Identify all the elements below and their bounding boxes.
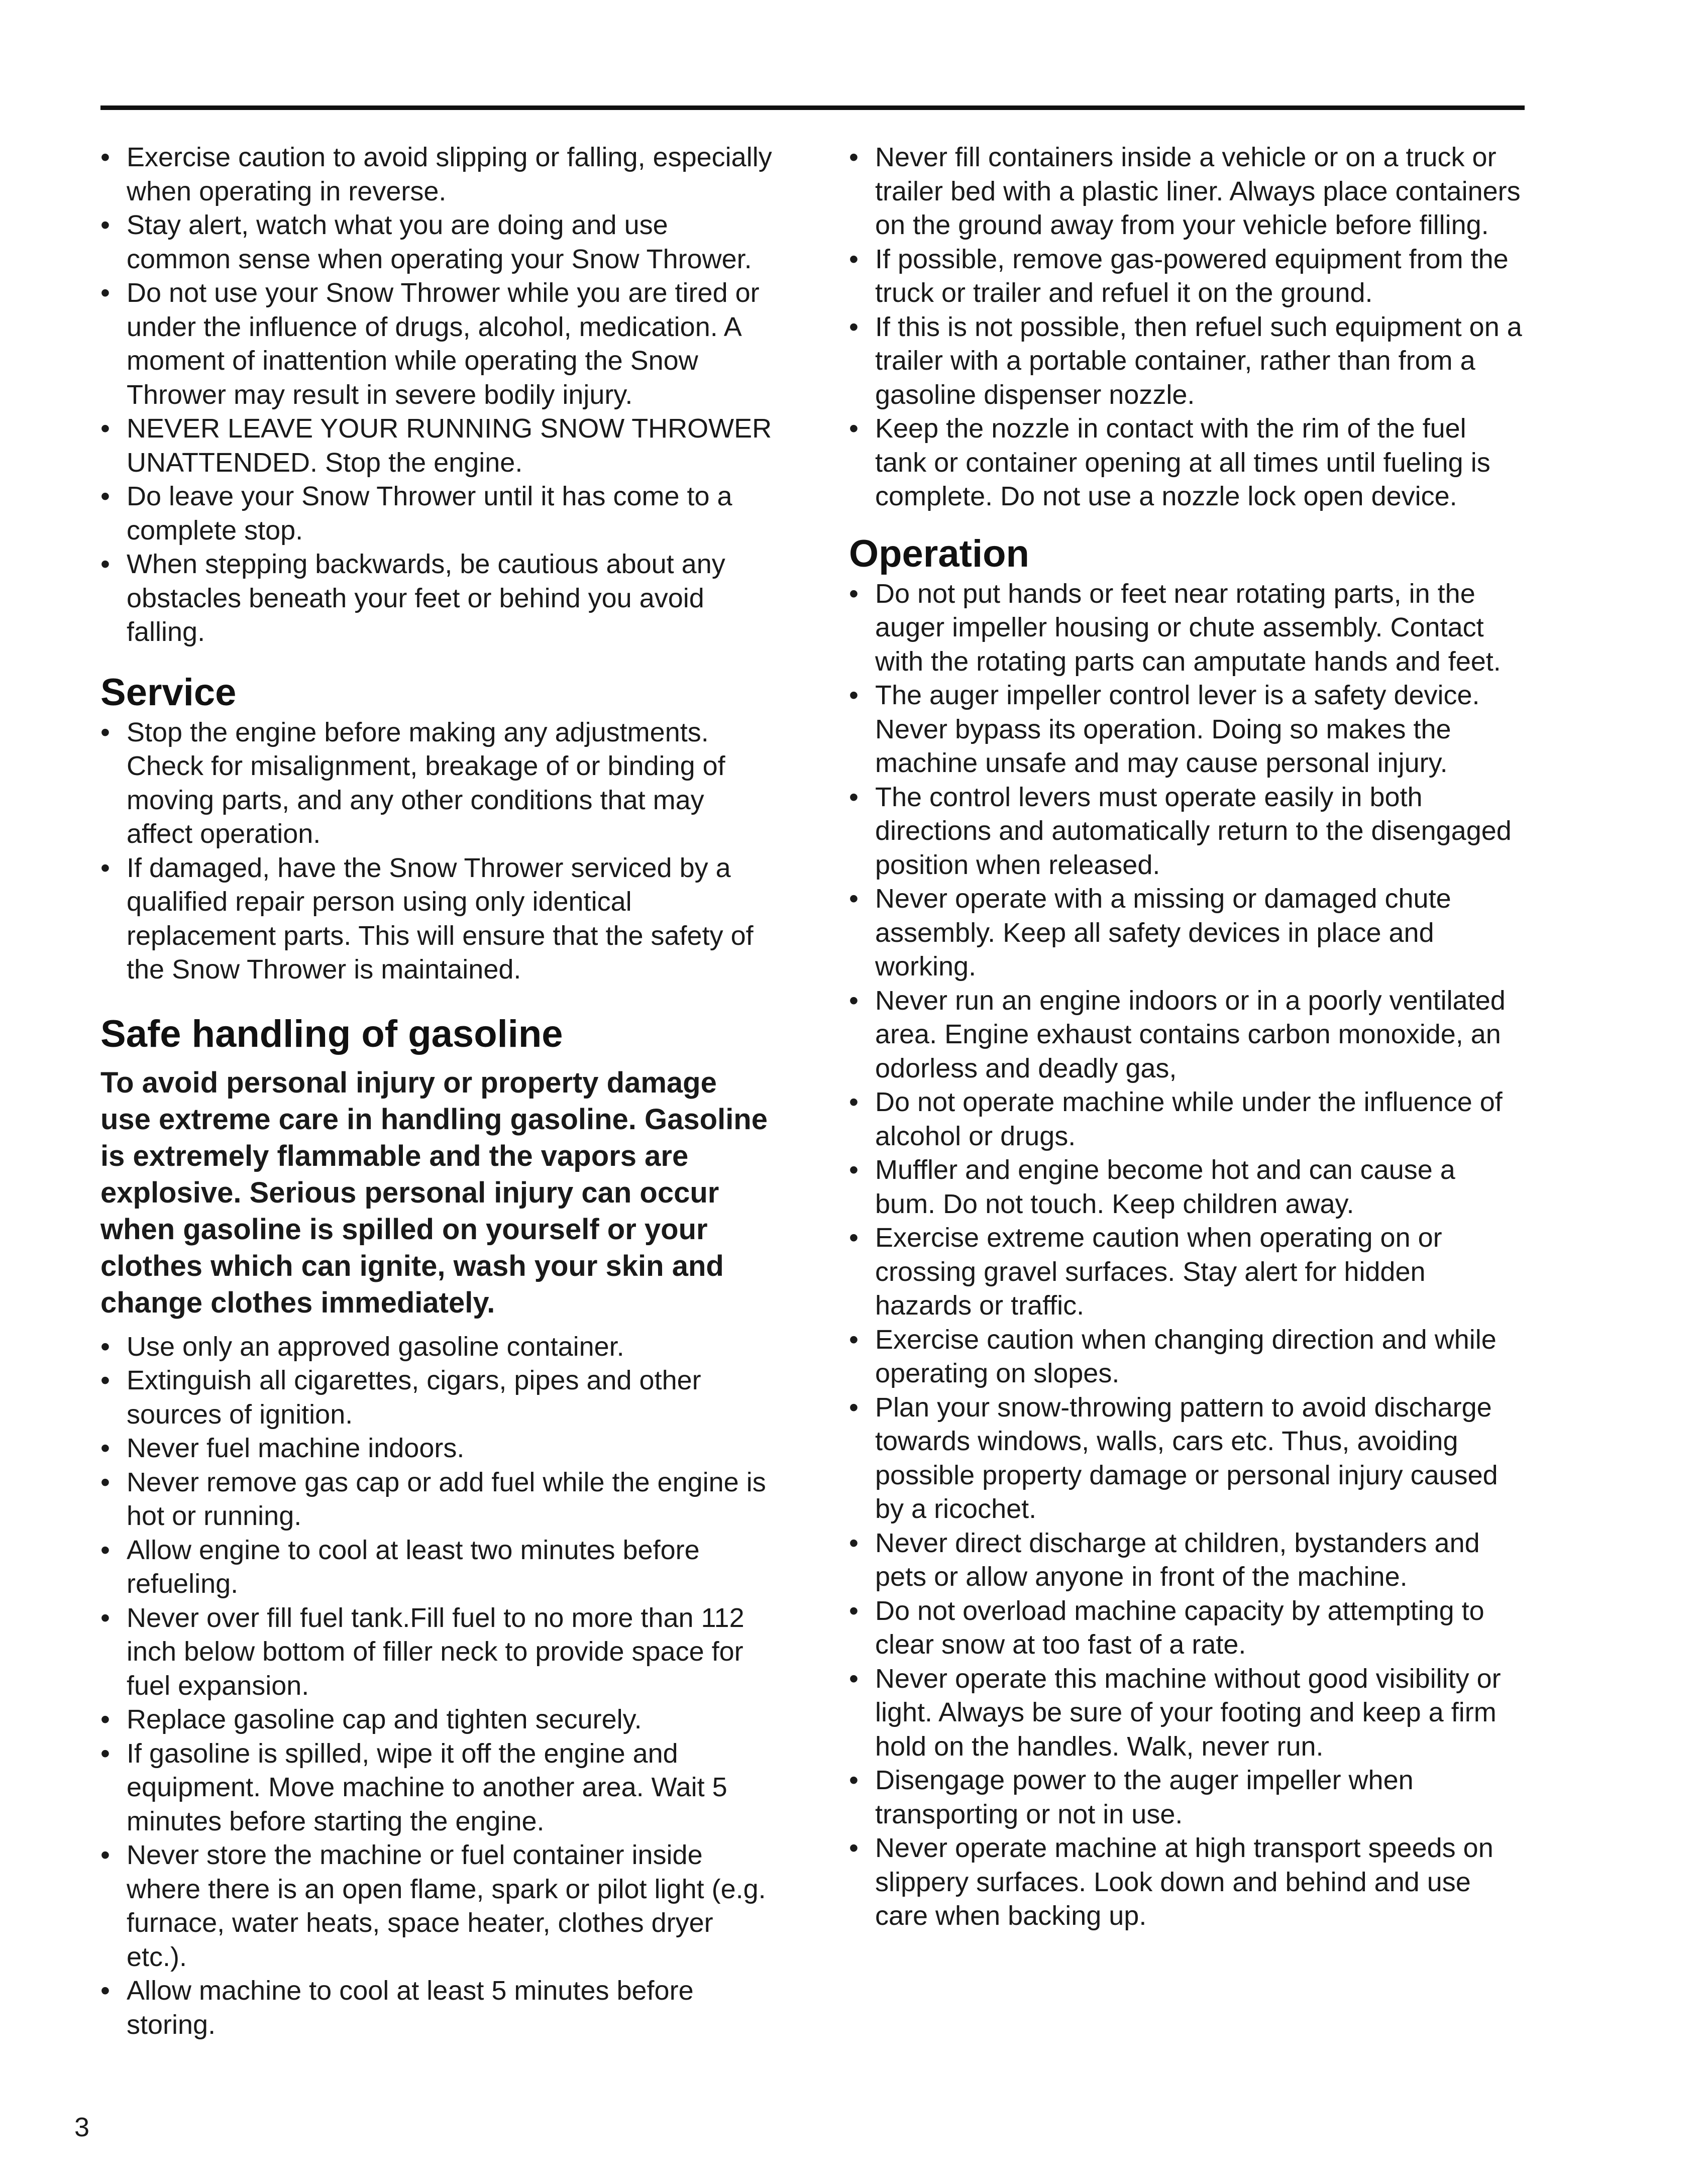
list-item: • Never operate with a missing or damaged chute assembly. Keep all safety devices in place and working.	[849, 882, 1522, 984]
right-column	[849, 141, 1522, 1933]
list-item: • Replace gasoline cap and tighten securely.	[100, 1703, 774, 1737]
operation-heading: Operation	[849, 532, 1029, 575]
fuel-bullet-list	[849, 141, 1522, 514]
intro-bullet-list	[100, 141, 774, 649]
list-item: • Never over fill fuel tank.Fill fuel to no more than 112 inch below bottom of filler neck to provide space for fuel expansion.	[100, 1601, 774, 1703]
list-item: • Keep the nozzle in contact with the rim of the fuel tank or container opening at all times until fueling is complete. Do not use a nozzle lock open device.	[849, 412, 1522, 514]
list-item: • Extinguish all cigarettes, cigars, pipes and other sources of ignition.	[100, 1364, 774, 1432]
list-item: • Never store the machine or fuel container inside where there is an open flame, spark or pilot light (e.g. furnace, water heats, space heater, clothes dryer etc.).	[100, 1838, 774, 1974]
list-item: • Never fuel machine indoors.	[100, 1432, 774, 1466]
list-item: • Do not operate machine while under the influence of alcohol or drugs.	[849, 1085, 1522, 1153]
list-item: • Exercise extreme caution when operating on or crossing gravel surfaces. Stay alert for hidden hazards or traffic.	[849, 1221, 1522, 1323]
list-item: • Never operate machine at high transport speeds on slippery surfaces. Look down and behind and use care when backing up.	[849, 1831, 1522, 1933]
list-item: • Use only an approved gasoline container.	[100, 1330, 774, 1364]
list-item: • The control levers must operate easily in both directions and automatically return to the disengaged position when released.	[849, 781, 1522, 883]
list-item: • Never run an engine indoors or in a poorly ventilated area. Engine exhaust contains carbon monoxide, an odorless and deadly gas,	[849, 984, 1522, 1086]
list-item: • If gasoline is spilled, wipe it off the engine and equipment. Move machine to another area. Wait 5 minutes before starting the engine.	[100, 1737, 774, 1839]
gasoline-warning: To avoid personal injury or property damage use extreme care in handling gasoline. Gasoline is extremely flammable and the vapors are explosive. Serious personal injury can occur when gasoline is spilled on yourself or your clothes which can ignite, wash your skin and change clothes immediately.	[100, 1066, 768, 1319]
list-item: • If possible, remove gas-powered equipment from the truck or trailer and refuel it on the ground.	[849, 243, 1522, 310]
service-heading: Service	[100, 671, 237, 714]
top-rule	[100, 105, 1525, 110]
list-item: • Stop the engine before making any adjustments. Check for misalignment, breakage of or binding of moving parts, and any other conditions that may affect operation.	[100, 716, 774, 851]
list-item: • Never direct discharge at children, bystanders and pets or allow anyone in front of the machine.	[849, 1527, 1522, 1594]
list-item: • Never remove gas cap or add fuel while the engine is hot or running.	[100, 1466, 774, 1534]
list-item: • Do not overload machine capacity by attempting to clear snow at too fast of a rate.	[849, 1594, 1522, 1662]
list-item: • NEVER LEAVE YOUR RUNNING SNOW THROWER UNATTENDED. Stop the engine.	[100, 412, 774, 480]
list-item: • Exercise caution when changing direction and while operating on slopes.	[849, 1323, 1522, 1391]
list-item: • Never operate this machine without good visibility or light. Always be sure of your footing and keep a firm hold on the handles. Walk, never run.	[849, 1662, 1522, 1764]
list-item: • Plan your snow-throwing pattern to avoid discharge towards windows, walls, cars etc. Thus, avoiding possible property damage or personal injury caused by a ricochet.	[849, 1391, 1522, 1527]
list-item: • Allow machine to cool at least 5 minutes before storing.	[100, 1974, 774, 2042]
list-item: • The auger impeller control lever is a safety device. Never bypass its operation. Doing so makes the machine unsafe and may cause personal injury.	[849, 679, 1522, 781]
gasoline-bullet-list	[100, 1330, 774, 2042]
list-item: • Do leave your Snow Thrower until it has come to a complete stop.	[100, 480, 774, 548]
list-item: • If this is not possible, then refuel such equipment on a trailer with a portable container, rather than from a gasoline dispenser nozzle.	[849, 310, 1522, 412]
list-item: • Exercise caution to avoid slipping or falling, especially when operating in reverse.	[100, 141, 774, 208]
page-number: 3	[74, 2112, 90, 2142]
list-item: • Stay alert, watch what you are doing and use common sense when operating your Snow Thrower.	[100, 208, 774, 276]
list-item: • If damaged, have the Snow Thrower serviced by a qualified repair person using only identical replacement parts. This will ensure that the safety of the Snow Thrower is maintained.	[100, 851, 774, 987]
gasoline-heading: Safe handling of gasoline	[100, 1012, 563, 1055]
list-item: • Do not use your Snow Thrower while you are tired or under the influence of drugs, alcohol, medication. A moment of inattention while operating the Snow Thrower may result in severe bodily injury.	[100, 276, 774, 412]
list-item: • Allow engine to cool at least two minutes before refueling.	[100, 1534, 774, 1601]
list-item: • Never fill containers inside a vehicle or on a truck or trailer bed with a plastic liner. Always place containers on the ground away from your vehicle before filling.	[849, 141, 1522, 243]
operation-bullet-list	[849, 577, 1522, 1933]
list-item: • Muffler and engine become hot and can cause a bum. Do not touch. Keep children away.	[849, 1153, 1522, 1221]
list-item: • When stepping backwards, be cautious about any obstacles beneath your feet or behind you avoid falling.	[100, 548, 774, 649]
left-column	[100, 141, 774, 2042]
list-item: • Disengage power to the auger impeller when transporting or not in use.	[849, 1764, 1522, 1831]
service-bullet-list	[100, 716, 774, 987]
list-item: • Do not put hands or feet near rotating parts, in the auger impeller housing or chute assembly. Contact with the rotating parts can amputate hands and feet.	[849, 577, 1522, 679]
